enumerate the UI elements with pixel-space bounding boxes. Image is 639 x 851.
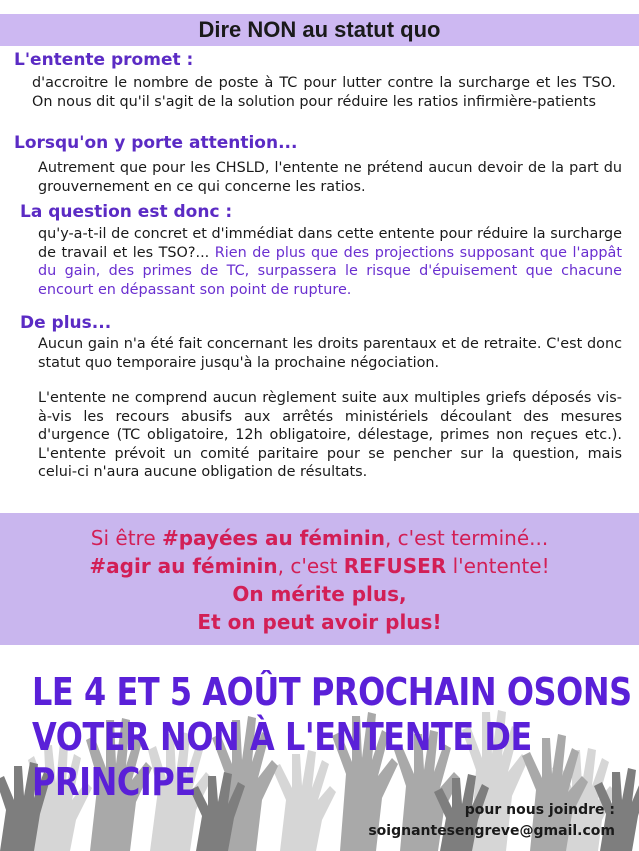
section-text-question [38, 225, 622, 299]
section-heading-question: La question est donc : [20, 202, 233, 222]
vote-line-2: VOTER NON À L'ENTENTE DE [32, 715, 532, 759]
slogan-band [0, 513, 639, 645]
slogan-line-2: #agir au féminin, c'est REFUSER l'entente! [89, 554, 550, 578]
contact-label: pour nous joindre : [464, 802, 615, 818]
section-text-de-plus: Aucun gain n'a été fait concernant les droits parentaux et de retraite. C'est donc statut quo temporaire jusqu'à la prochaine négociation. [38, 336, 622, 371]
section-text-promet: d'accroitre le nombre de poste à TC pour lutter contre la surcharge et les TSO. On nous dit qu'il s'agit de la solution pour réduire les ratios infirmière-patients [32, 75, 616, 110]
section-heading-attention: Lorsqu'on y porte attention... [14, 133, 298, 153]
question-highlight: Rien de plus que des projections supposant que l'appât du gain, des primes de TC, surpassera le risque d'épuisement que chacune encourt en dépassant son point de rupture. [38, 244, 623, 298]
question-text: qu'y-a-t-il de concret et d'immédiat dans cette entente pour réduire la surcharge de travail et les TSO?... [38, 226, 622, 261]
section-heading-de-plus: De plus... [20, 313, 112, 333]
vote-line-1: LE 4 ET 5 AOÛT PROCHAIN OSONS [32, 670, 632, 714]
page-title: Dire NON au statut quo [198, 17, 441, 42]
vote-headline [32, 670, 632, 805]
section-heading-promet: L'entente promet : [14, 50, 194, 70]
section-text-griefs: L'entente ne comprend aucun règlement suite aux multiples griefs déposés vis-à-vis les recours abusifs aux arrêtés ministériels découlant des mesures d'urgence (TC obligatoire, 12h obligatoire, délestage, primes non reçues etc.). L'entente prévoit un comité paritaire pour se pencher sur la question, mais celui-ci n'aura aucune obligation de résultats. [38, 390, 622, 480]
contact-email[interactable]: soignantesengreve@gmail.com [368, 823, 615, 839]
slogan-line-4: Et on peut avoir plus! [197, 610, 442, 634]
vote-footer [0, 650, 639, 851]
section-text-attention: Autrement que pour les CHSLD, l'entente ne prétend aucun devoir de la part du grouvernement en ce qui concerne les ratios. [38, 160, 622, 195]
slogan-line-3: On mérite plus, [232, 582, 407, 606]
vote-line-3: PRINCIPE [32, 760, 196, 804]
title-banner [0, 14, 639, 46]
slogan-line-1: Si être #payées au féminin, c'est terminé... [90, 526, 549, 550]
